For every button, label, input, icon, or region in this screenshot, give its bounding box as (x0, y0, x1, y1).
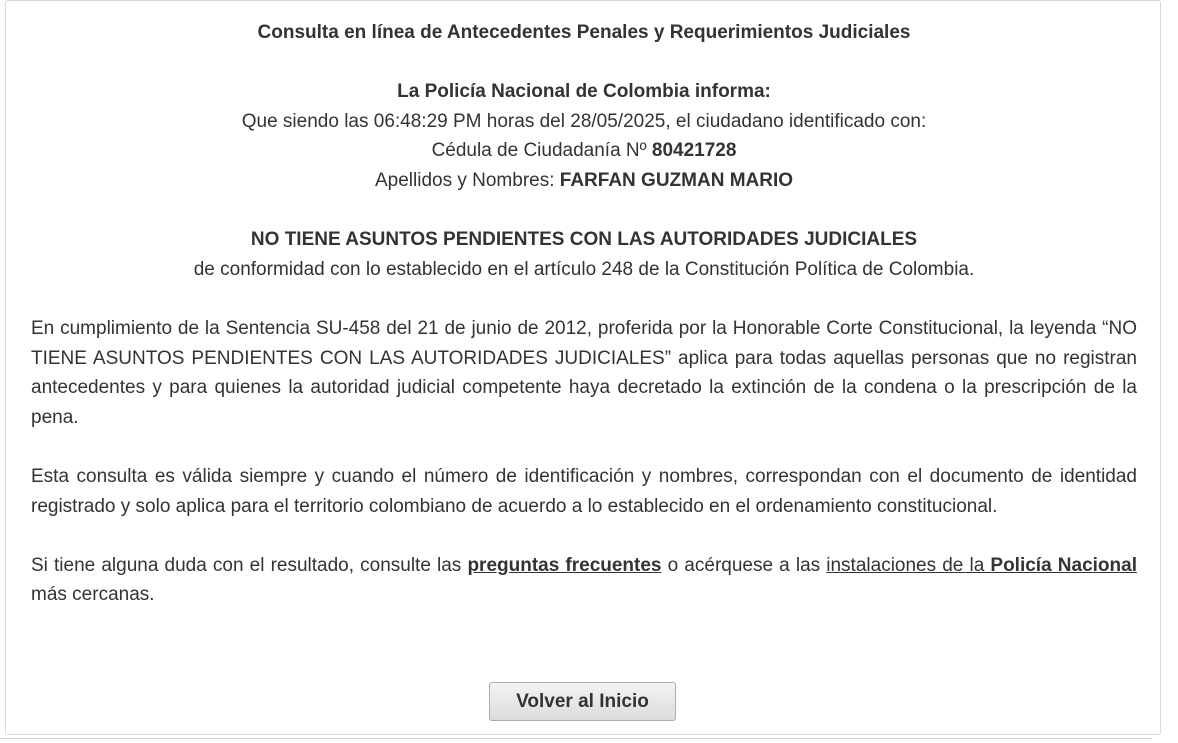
document-number: 80421728 (651, 140, 737, 162)
spacer (31, 521, 1137, 551)
citizen-name: FARFAN GUZMAN MARIO (559, 169, 794, 191)
informa-heading: La Policía Nacional de Colombia informa: (397, 81, 771, 103)
police-stations-link[interactable] (826, 555, 1137, 576)
spacer (31, 432, 1137, 462)
document-line (31, 136, 1137, 166)
help-paragraph (31, 551, 1137, 610)
time-suffix: , el ciudadano identificado con: (665, 110, 927, 132)
document-label: Cédula de Ciudadanía Nº (431, 140, 652, 162)
status-heading: NO TIENE ASUNTOS PENDIENTES CON LAS AUTORIDADES JUDICIALES (250, 229, 918, 251)
consult-date: 28/05/2025 (570, 110, 666, 132)
consult-time-line (31, 107, 1137, 137)
consult-time: 06:48:29 PM (373, 110, 482, 132)
spacer (31, 284, 1137, 314)
stations-link-text: instalaciones de la (826, 554, 991, 576)
back-to-home-button[interactable]: Volver al Inicio (489, 682, 676, 721)
help-text-start: Si tiene alguna duda con el resultado, consulte las (31, 554, 468, 576)
button-area (489, 682, 676, 721)
result-panel (5, 0, 1161, 735)
spacer (31, 48, 1137, 78)
time-prefix: Que siendo las (241, 110, 374, 132)
spacer (31, 196, 1137, 226)
status-note: de conformidad con lo establecido en el artículo 248 de la Constitución Política de Colombia. (193, 258, 975, 280)
help-text-end: más cercanas. (31, 584, 155, 606)
validity-paragraph: Esta consulta es válida siempre y cuando el número de identificación y nombres, correspondan con el documento de identidad registrado y solo aplica para el territorio colombiano de acuerdo a lo establecido en el ordenamiento constitucional. (31, 465, 1137, 517)
help-text-mid: o acérquese a las (661, 554, 827, 576)
page-title: Consulta en línea de Antecedentes Penales y Requerimientos Judiciales (257, 22, 911, 43)
time-mid: horas del (481, 110, 571, 132)
stations-link-bold-text: Policía Nacional (990, 554, 1137, 576)
faq-link[interactable]: preguntas frecuentes (467, 554, 662, 576)
name-label: Apellidos y Nombres: (374, 169, 560, 191)
sentence-paragraph: En cumplimiento de la Sentencia SU-458 del 21 de junio de 2012, proferida por la Honorable Corte Constitucional, la leyenda “NO TIENE ASUNTOS PENDIENTES CON LAS AUTORIDADES JUDICIALES” aplica para todas aquellas personas que no registran antecedentes y para quienes la autoridad judicial competente haya decretado la extinción de la condena o la prescripción de la pena. (31, 317, 1137, 428)
name-line (31, 166, 1137, 196)
result-content (31, 18, 1137, 610)
bottom-divider (0, 738, 1152, 739)
